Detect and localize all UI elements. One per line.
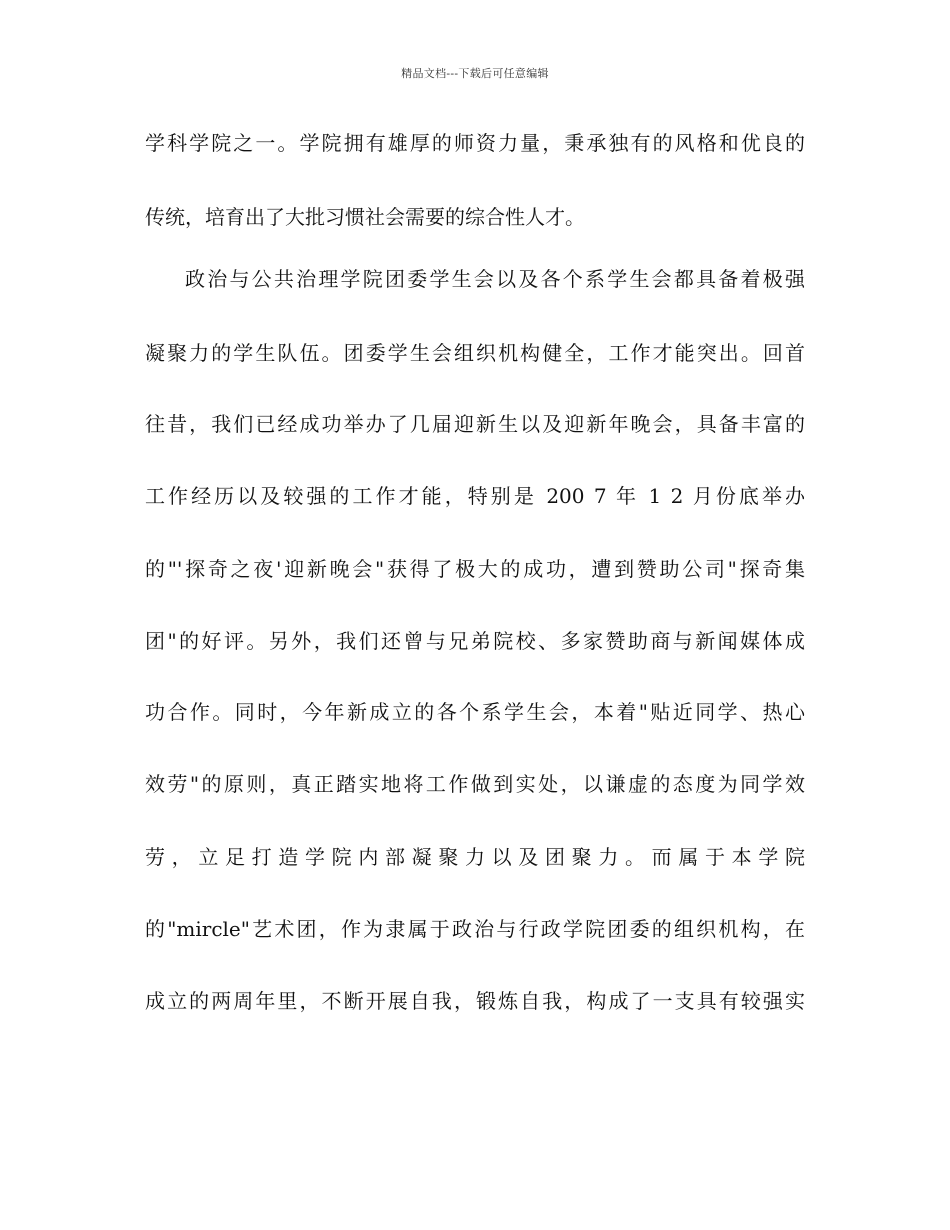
paragraph-line: 学科学院之一。学院拥有雄厚的师资力量，秉承独有的风格和优良的 <box>145 131 805 155</box>
paragraph-line: 的"'探奇之夜'迎新晚会"获得了极大的成功，遭到赞助公司"探奇集 <box>145 557 805 581</box>
paragraph-line: 功合作。同时，今年新成立的各个系学生会，本着"贴近同学、热心 <box>145 700 805 724</box>
paragraph-line: 凝聚力的学生队伍。团委学生会组织机构健全，工作才能突出。回首 <box>145 341 805 365</box>
paragraph-line: 的"mircle"艺术团，作为隶属于政治与行政学院团委的组织机构，在 <box>145 917 805 941</box>
paragraph-line: 效劳"的原则，真正踏实地将工作做到实处，以谦虚的态度为同学效 <box>145 772 805 796</box>
paragraph-line: 传统，培育出了大批习惯社会需要的综合性人才。 <box>145 205 585 229</box>
paragraph-line: 劳，立足打造学院内部凝聚力以及团聚力。而属于本学院 <box>145 845 805 869</box>
paragraph-line: 团"的好评。另外，我们还曾与兄弟院校、多家赞助商与新闻媒体成 <box>145 629 805 653</box>
paragraph-line: 政治与公共治理学院团委学生会以及各个系学生会都具备着极强 <box>185 267 805 291</box>
page-header: 精品文档---下载后可任意编辑 <box>401 67 549 80</box>
paragraph-line: 成立的两周年里，不断开展自我，锻炼自我，构成了一支具有较强实 <box>145 989 805 1013</box>
paragraph-line: 往昔，我们已经成功举办了几届迎新生以及迎新年晚会，具备丰富的 <box>145 412 805 436</box>
paragraph-line: 工作经历以及较强的工作才能，特别是 200 7 年 1 2 月份底举办 <box>145 484 805 508</box>
